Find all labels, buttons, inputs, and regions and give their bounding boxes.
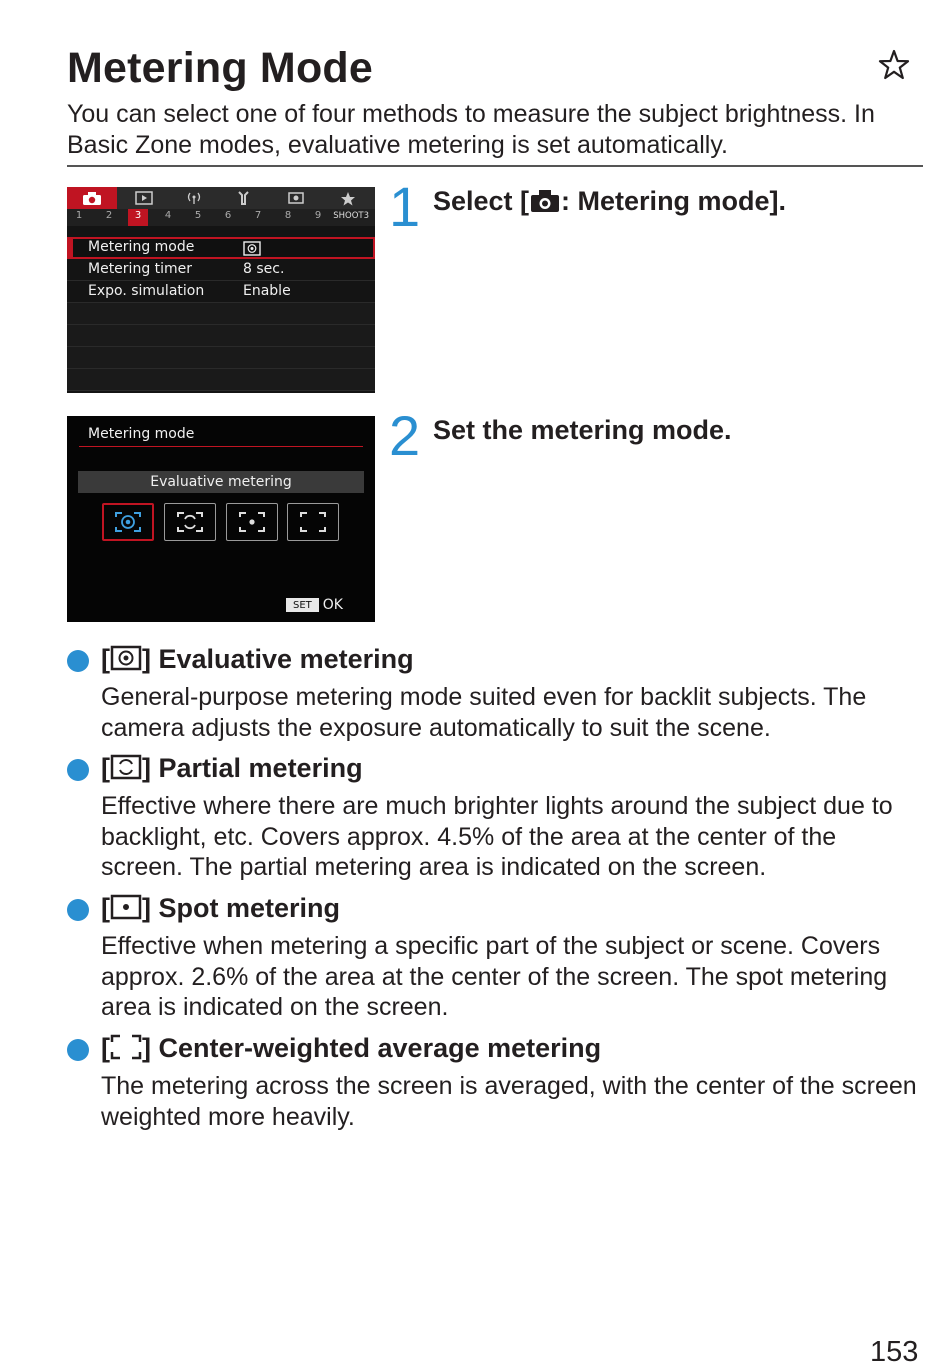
camera-menu-screen [67,187,375,393]
center-weighted-metering-icon [299,511,327,533]
camera-icon [82,191,102,206]
wireless-tab [169,187,219,209]
page-number-active: 3 [128,209,148,226]
step-1-text [433,186,786,220]
bullet-heading-text: Evaluative metering [158,644,414,674]
menu-row-metering-mode [67,237,375,259]
page-number: 7 [254,210,262,221]
step-number: 1 [389,175,419,238]
page-number: 2 [105,210,113,221]
bullet-heading: [ ] Evaluative metering [101,644,414,678]
intro-text: You can select one of four methods to measure the subject brightness. In Basic Zone modes, evaluative metering is set automatically. [67,100,875,159]
ok-label: OK [322,596,343,613]
custom-function-icon [287,191,305,205]
shoot-page-label: SHOOT3 [333,211,369,221]
bullet-dot [67,899,89,921]
divider [67,165,923,167]
spot-metering-icon [238,511,266,533]
partial-mode-option [164,503,216,541]
center-weighted-metering-icon [110,1034,142,1067]
bullet-dot [67,1039,89,1061]
set-button-label: SET [286,598,319,612]
page-number: 9 [314,210,322,221]
partial-metering-icon [110,754,142,787]
page-number: 5 [194,210,202,221]
spot-metering-icon [110,894,142,927]
menu-row-empty [67,369,375,391]
my-menu-star-icon [340,191,356,206]
menu-row-label: Metering timer [88,261,193,277]
step-1-prefix: Select [ [433,186,530,216]
playback-tab [119,187,169,209]
bullet-heading: [ ] Spot metering [101,893,340,927]
page-number: 153 [870,1336,919,1368]
page-title: Metering Mode [67,44,373,92]
evaluative-metering-icon [114,511,142,533]
screen-title: Metering mode [88,426,195,442]
bullet-heading: [ ] Center-weighted average metering [101,1033,601,1067]
bullet-dot [67,650,89,672]
page-number: 6 [224,210,232,221]
bullet-dot [67,759,89,781]
bullet-heading-text: Spot metering [158,893,341,923]
step-1-suffix: : Metering mode]. [561,186,787,216]
bullet-heading: [ ] Partial metering [101,753,363,787]
page-number: 8 [284,210,292,221]
custom-tab [271,187,321,209]
metering-mode-screen [67,416,375,622]
evaluative-metering-icon [243,241,261,260]
menu-row-label: Metering mode [88,239,195,255]
wrench-icon [236,191,252,205]
bullet-heading-text: Center-weighted average metering [158,1033,602,1063]
menu-tab-bar [67,187,375,209]
bullet-description: Effective when metering a specific part of the subject or scene. Covers approx. 2.6% of the area at the center of the screen. The spot metering area is indicated on the screen. [101,932,888,1021]
shooting-tab [67,187,117,209]
evaluative-metering-icon [110,645,142,678]
step-2-text: Set the metering mode. [433,415,732,445]
set-ok-hint [286,595,343,614]
evaluative-mode-option [102,503,154,541]
my-menu-tab [323,187,373,209]
bullet-description: General-purpose metering mode suited even for backlit subjects. The camera adjusts the exposure automatically to suit the scene. [101,683,867,742]
setup-tab [219,187,269,209]
menu-row-value: Enable [243,283,291,299]
menu-row-empty [67,325,375,347]
shooting-menu-camera-icon [530,189,560,220]
menu-page-numbers [67,209,375,226]
spot-mode-option [226,503,278,541]
wireless-icon [185,191,203,205]
menu-row-label: Expo. simulation [88,283,205,299]
menu-row-value: 8 sec. [243,261,285,277]
playback-icon [135,191,153,205]
selected-mode-label: Evaluative metering [78,471,364,493]
center-weighted-mode-option [287,503,339,541]
bullet-heading-text: Partial metering [158,753,363,783]
menu-row-empty [67,347,375,369]
step-number: 2 [389,404,419,467]
menu-row-metering-timer [67,259,375,281]
menu-row-empty [67,303,375,325]
menu-row-expo-simulation [67,281,375,303]
page-number: 1 [75,210,83,221]
bullet-description: The metering across the screen is averaged, with the center of the screen weighted more heavily. [101,1072,917,1131]
partial-metering-icon [176,511,204,533]
screen-title-underline [79,446,363,447]
bullet-description: Effective where there are much brighter lights around the subject due to backlight, etc. Covers approx. 4.5% of the area at the center of the screen. The partial metering area is indicated on the screen. [101,792,893,881]
star-icon [877,48,911,82]
page-number: 4 [164,210,172,221]
